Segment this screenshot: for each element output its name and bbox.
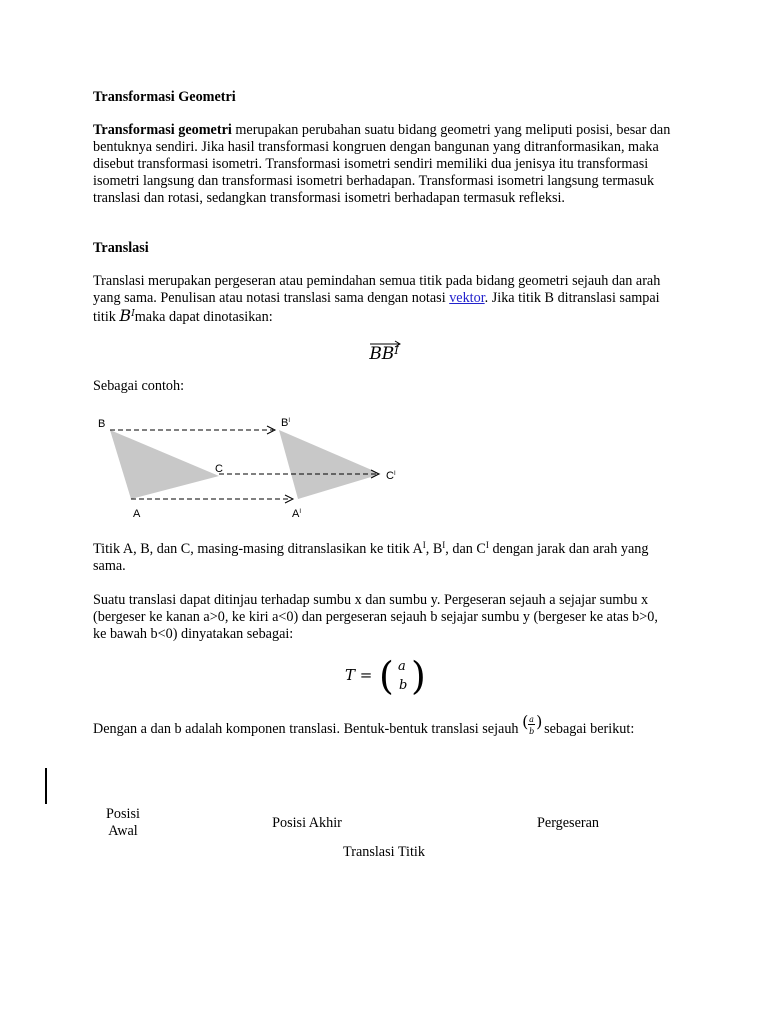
after-diagram-paragraph-1: Titik A, B, dan C, masing-masing ditranslasikan ke titik $A^I$, $B^I$, dan $C^I$ dengan jarak dan arah yang sama.	[93, 540, 649, 574]
intro-paragraph	[93, 122, 673, 207]
triangle-translated	[279, 430, 381, 499]
table-header-posisi-awal: Posisi Awal	[106, 806, 140, 839]
after-diagram-paragraph-3: Dengan a dan b adalah komponen translasi. Bentuk-bentuk translasi sejauh ( a b ) sebagai berikut:	[93, 712, 635, 737]
vector-arrow-icon	[369, 340, 403, 348]
vektor-link[interactable]: vektor	[449, 290, 485, 306]
translasi-paragraph	[93, 273, 673, 326]
matrix-lhs: T =	[345, 666, 373, 684]
text-cursor	[45, 768, 47, 804]
after-diagram-paragraph-2: Suatu translasi dapat ditinjau terhadap sumbu x dan sumbu y. Pergeseran sejauh a sejajar sumbu x (bergeser ke kanan a>0, ke kiri a<0) dan pergeseran sejauh b sejajar sumbu y (bergeser ke atas b>0, ke bawah b<0) dinyatakan sebagai:	[93, 592, 658, 642]
label-b: B	[98, 418, 106, 430]
matrix-a: a	[398, 659, 406, 674]
translation-diagram	[93, 408, 413, 523]
translasi-text-2: . Jika titik B ditranslasi sampai titik	[93, 290, 660, 325]
intro-text: merupakan perubahan suatu bidang geometri yang meliputi posisi, besar dan bentuknya sendiri. Jika hasil transformasi kongruen dengan bangunan yang ditranformasikan, maka disebut transformasi isometri. Transformasi isometri sendiri memiliki dua jenisya itu transformasi isometri langsung dan transformasi isometri berhadapan. Transformasi isometri langsung termasuk translasi dan rotasi, sedangkan transformasi isometri berhadapan termasuk refleksi.	[93, 122, 671, 206]
example-label: Sebagai contoh:	[93, 378, 185, 394]
table-header-pergeseran: Pergeseran	[537, 815, 599, 831]
section-heading-translasi: Translasi	[93, 240, 149, 256]
table-caption: Translasi Titik	[343, 844, 425, 860]
translation-matrix	[345, 656, 425, 696]
page-title: Transformasi Geometri	[93, 89, 236, 105]
vector-notation: $BB^I$	[0, 340, 768, 364]
label-a-prime: $A^I$	[292, 508, 302, 520]
inline-fraction: ( a b )	[522, 712, 543, 736]
intro-bold-term: Transformasi geometri	[93, 122, 232, 138]
matrix-b: b	[399, 678, 408, 693]
translasi-text-1: Translasi merupakan pergeseran atau pemindahan semua titik pada bidang geometri sejauh dan arah yang sama. Penulisan atau notasi translasi sama dengan notasi	[93, 273, 661, 306]
label-b-prime: $B^I$	[281, 417, 291, 429]
translasi-text-3: maka dapat dinotasikan:	[134, 309, 273, 325]
right-paren-icon: )	[411, 654, 426, 698]
label-c-prime: $C^I$	[386, 470, 396, 482]
triangle-original	[110, 430, 219, 499]
left-paren-icon: (	[379, 654, 394, 698]
math-b-prime: $B^I$	[119, 306, 135, 325]
label-a: A	[133, 508, 141, 520]
label-c: C	[215, 463, 223, 475]
table-header-posisi-akhir: Posisi Akhir	[272, 815, 342, 831]
